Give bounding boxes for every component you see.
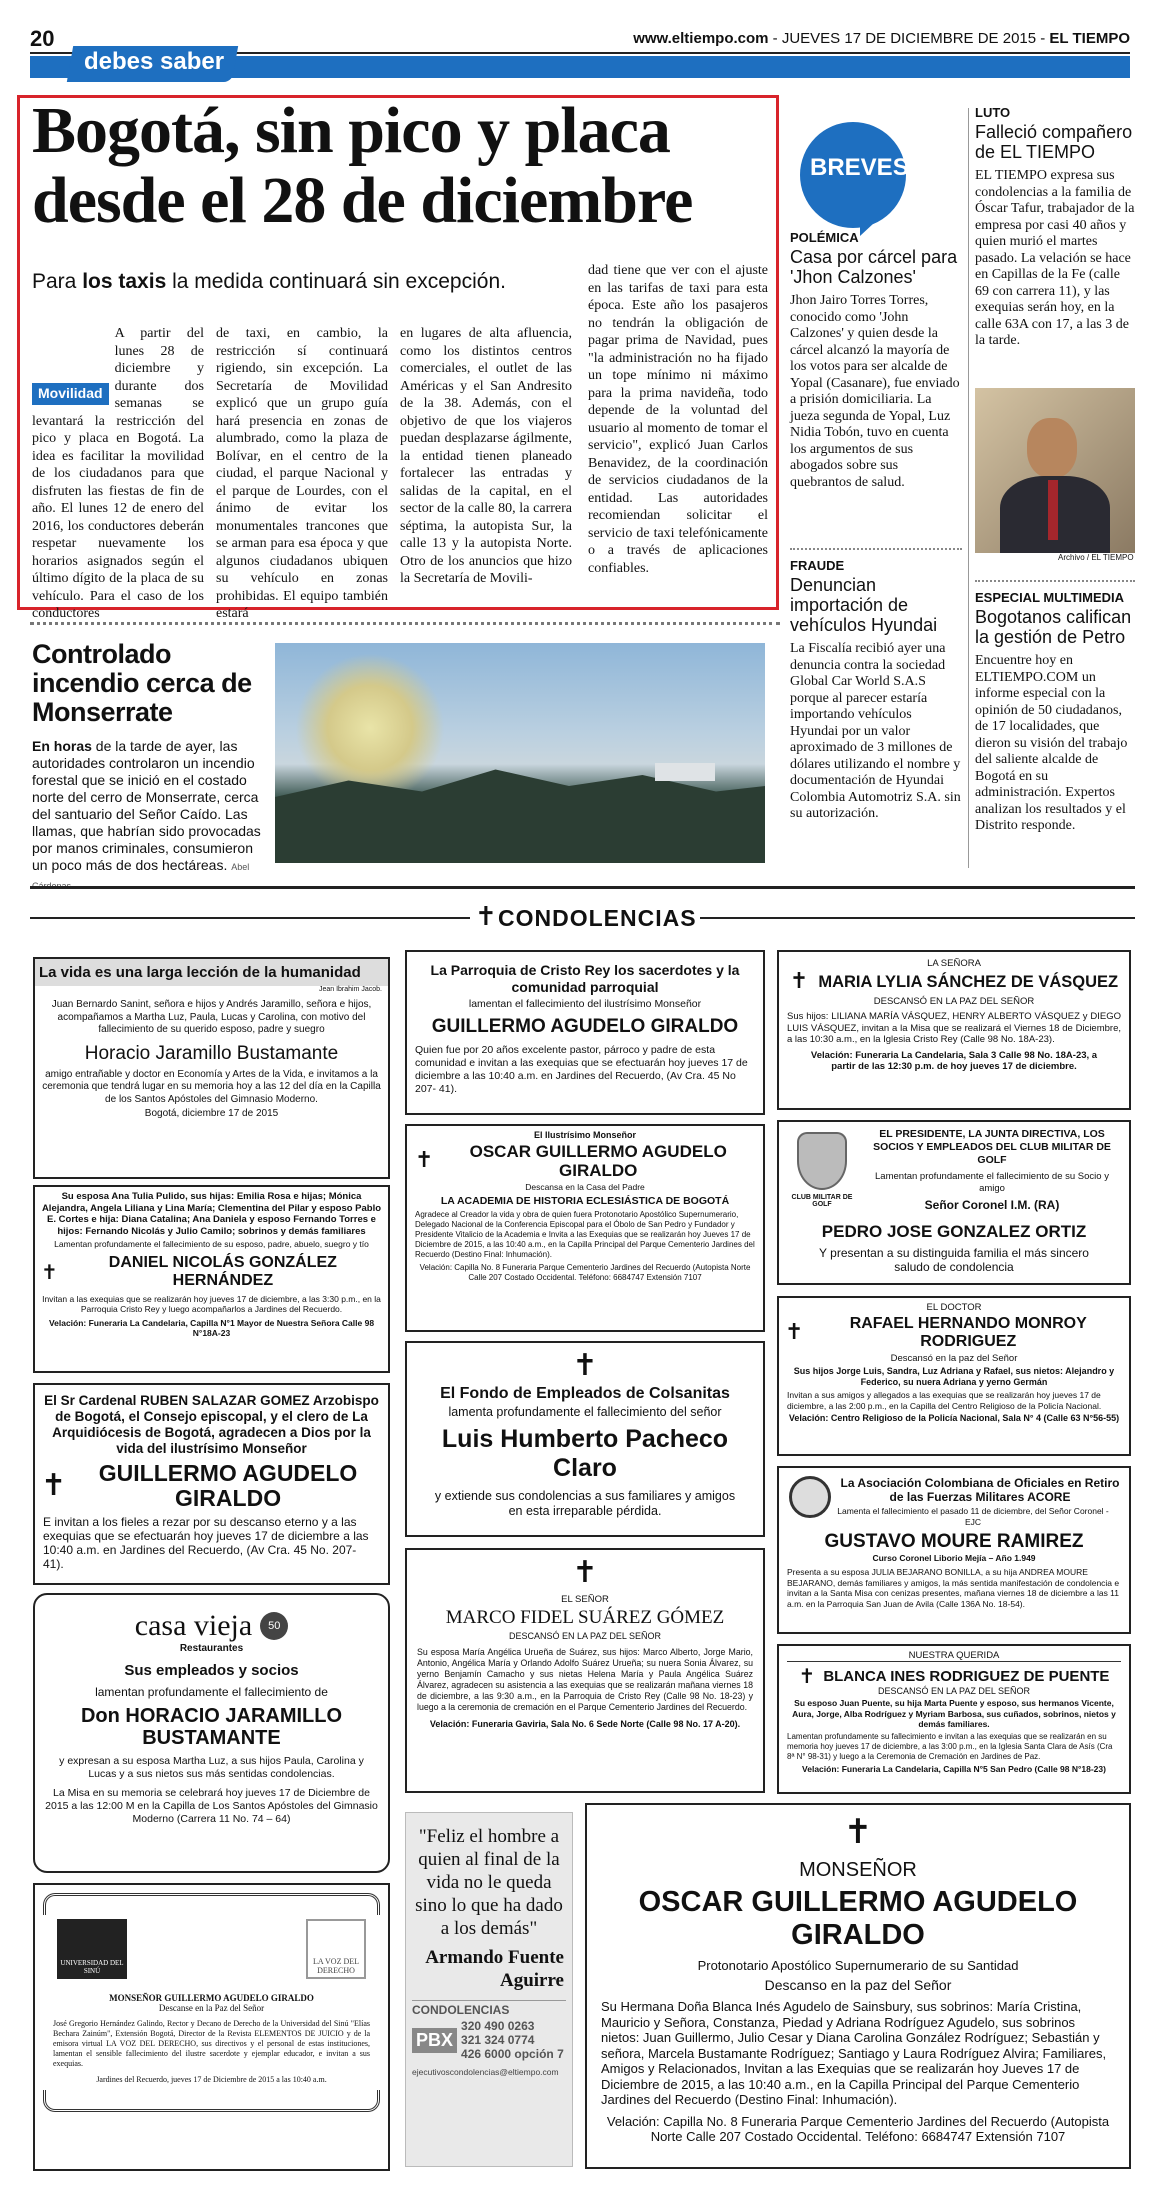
obituary-a5 (33, 1883, 390, 2171)
person-tie (1048, 480, 1058, 540)
obituary-c5 (777, 1644, 1131, 1794)
obituary-d1 (585, 1803, 1131, 2169)
c4-org: La Asociación Colombiana de Oficiales en Retiro de las Fuerzas Militares ACORE (840, 1476, 1120, 1504)
deceased-name: DANIEL NICOLÁS GONZÁLEZ HERNÁNDEZ (108, 1253, 337, 1289)
a4-text: Sus empleados y socios (124, 1662, 299, 1679)
divider (975, 580, 1135, 582)
d1-text: Protonotario Apostólico Supernumerario de su Santidad (697, 1958, 1019, 1973)
logo-unisinu: UNIVERSIDAD DEL SINÚ (57, 1919, 127, 1979)
obituary-a3 (33, 1383, 390, 1585)
smoke-shape (295, 653, 445, 803)
breve-item-1 (790, 230, 962, 491)
b4-sub: DESCANSÓ EN LA PAZ DEL SEÑOR (508, 1631, 662, 1641)
quote-author: Armando Fuente Aguirre (425, 1947, 564, 1991)
condolencias-title: CONDOLENCIAS (498, 905, 697, 931)
site-url[interactable]: www.eltiempo.com (633, 30, 769, 47)
breve-body: La Fiscalía recibió ayer una denuncia contra la sociedad Global Car World S.A.S porque al parecer estaría importando vehículos Hyundai por un valor aproximado de 3 millones de dólares utilizando el nombre y documentación de Hyundai Colombia Automotriz S.A. sin su autorización. (790, 641, 961, 821)
paper-name: EL TIEMPO (1049, 30, 1130, 47)
casa-vieja-logo (35, 1609, 388, 1643)
a3-text2: E invitan a los fieles a rezar por su descanso eterno y a las exequias que se efectuarán hoy jueves 17 de diciembre a las 10:40 a.m. en Jardines del Recuerdo, (Av Cra. 45 No. 207- 41). (43, 1515, 369, 1571)
badge-50: 50 (260, 1612, 288, 1640)
c4-name: GUSTAVO MOURE RAMIREZ (824, 1531, 1084, 1552)
breve-body: Encuentre hoy en ELTIEMPO.COM un informe especial con la opinión de 50 ciudadanos, de 17 localidades, que dieron su visión del trabajo del saliente alcalde de Bogotá en su administración. Expertos analizan los resultados y el Distrito responde. (975, 653, 1128, 833)
d1-name: OSCAR GUILLERMO AGUDELO GIRALDO (638, 1886, 1078, 1951)
a1-name: Horacio Jaramillo Bustamante (84, 1042, 339, 1064)
logo-text: casa vieja (134, 1609, 253, 1642)
sanctuary-shape (655, 763, 715, 781)
photo-credit: Archivo / EL TIEMPO (1058, 553, 1134, 562)
fire-lead: En horas (32, 738, 92, 754)
cross-icon: ✝ (843, 1812, 873, 1852)
a1-text2: amigo entrañable y doctor en Economía y Artes de la Vida, e invitamos a la ceremonia que tendrá lugar en su memoria hoy a las 12 del día en la Capilla de los Santos Apóstoles del Gimnasio Moderno. (42, 1068, 381, 1105)
b3-name: Luis Humberto Pacheco Claro (441, 1425, 729, 1482)
logos-row (35, 1915, 388, 1983)
b4-text: Su esposa María Angélica Urueña de Suárez, sus hijos: Marco Alberto, Jorge Mario, Antonio, Angélica María y Orlando Adolfo Suárez Urueña; su nuera Sonia Álvarez, su yerno Benjamín Camacho y sus nietas Helena María y Paula Angélica Suárez Álvarez, agradecen su asistencia a las exequias que se realizarán mañana viernes 18 de diciembre, a las 9:30 a.m., en la Parroquia de Cristo Rey (Calle 98 No. 18-23) y luego a la ceremonia de cremación en el Parque Cementerio Jardines del Recuerdo. (417, 1647, 753, 1712)
b3-text3: y extiende sus condolencias a sus familiares y amigos en esta irreparable pérdida. (434, 1489, 736, 1518)
c3-sub: Descansó en la paz del Señor (890, 1353, 1018, 1364)
b3-text2: lamenta profundamente el fallecimiento del señor (448, 1405, 722, 1419)
obituary-b3 (405, 1341, 765, 1537)
deceased-name: RAFAEL HERNANDO MONROY RODRIGUEZ (849, 1315, 1087, 1350)
a3-text: El Sr Cardenal RUBEN SALAZAR GOMEZ Arzobispo de Bogotá, el Consejo episcopal, y el clero de La Arquidiócesis de Bogotá, agradecen a Dios por la vida del ilustrísimo Monseñor (44, 1393, 379, 1456)
c5-name (785, 1666, 1123, 1686)
phone-3[interactable]: 426 6000 opción 7 (461, 2047, 564, 2061)
fire-headline[interactable]: Controlado incendio cerca de Monserrate (32, 639, 252, 727)
golf-logo-text: CLUB MILITAR DE GOLF (791, 1194, 853, 1208)
c2-text2: Lamentan profundamente el fallecimiento de su Socio y amigo (875, 1171, 1109, 1194)
condolencias-rule (30, 917, 470, 919)
b2-sub: Descansa en la Casa del Padre (525, 1182, 645, 1192)
c5-sub: DESCANSÓ EN LA PAZ DEL SEÑOR (877, 1686, 1031, 1696)
main-body-col3: en lugares de alta afluencia, como los distintos centros comerciales, el outlet de las Américas y el San Andresito de la 38. Además, con el objetivo de que los viajeros puedan desplazarse ágilmente, la entidad tienen planeado fortalecer las entradas y salidas de la capital, en el sector de la calle 80, la carrera séptima, la autopista Sur, la calle 13 y la autopista Norte. Otro de los anuncios que hizo la Secretaría de Movili- (400, 326, 572, 586)
golf-shield-icon (797, 1132, 847, 1190)
c3-text: Sus hijos Jorge Luis, Sandra, Luz Adriana y Rafael, sus nietos: Alejandro y Federico, su nuera Adriana y yerno Germán (793, 1366, 1115, 1387)
breves-label: BREVES (810, 154, 909, 181)
cross-icon: ✝ (572, 1555, 598, 1590)
contact-email[interactable]: ejecutivoscondolencias@eltiempo.com (412, 2067, 559, 2077)
cross-icon: ✝ (789, 969, 809, 994)
d1-velacion: Velación: Capilla No. 8 Funeraria Parque Cementerio Jardines del Recuerdo (Autopista Norte Calle 207 Costado Occidental. Teléfono: 6684747 Extensión 7107 (606, 2113, 1110, 2144)
main-deck (32, 270, 506, 294)
c1-kicker: LA SEÑORA (927, 958, 981, 969)
breve-body: Jhon Jairo Torres Torres, conocido como 'John Calzones' y quien desde la cárcel alcanzó la mayoría de los votos para ser alcalde de Yopal (Casanare), fue enviado a prisión domiciliaria. La jueza segunda de Yopal, Luz Nidia Tobón, tuvo en cuenta los argumentos de sus abogados sobre sus quebrantos de salud. (790, 293, 960, 490)
d1-sub: Descanso en la paz del Señor (764, 1977, 952, 1993)
page-number: 20 (30, 26, 55, 51)
c2-name: PEDRO JOSE GONZALEZ ORTIZ (821, 1222, 1087, 1241)
ornament-top (43, 1893, 380, 1915)
breve-kicker: ESPECIAL MULTIMEDIA (975, 590, 1125, 605)
obituary-c2 (777, 1120, 1131, 1285)
breve-kicker: FRAUDE (790, 558, 845, 573)
breve-kicker: POLÉMICA (790, 230, 859, 245)
luto-photo (975, 388, 1135, 553)
cross-icon: ✝ (415, 1148, 434, 1173)
obituary-c3 (777, 1296, 1131, 1456)
a5-sub: Descanse en la Paz del Señor (158, 2003, 265, 2013)
c2-text: EL PRESIDENTE, LA JUNTA DIRECTIVA, LOS SOCIOS Y EMPLEADOS DEL CLUB MILITAR DE GOLF (873, 1128, 1111, 1166)
phone-1[interactable]: 320 490 0263 (461, 2019, 535, 2033)
a4-text3: y expresan a su esposa Martha Luz, a sus hijos Paula, Carolina y Lucas y a sus nietos sus más sentidas condolencias. (59, 1755, 364, 1780)
a4-text2: lamentan profundamente el fallecimiento de (95, 1685, 328, 1699)
c2-rank: Señor Coronel I.M. (RA) (924, 1198, 1060, 1212)
obituary-c4 (777, 1466, 1131, 1634)
breve-item-2 (790, 558, 962, 823)
c4-text2: Presenta a su esposa JULIA BEJARANO BONILLA, a su hija ANDREA MOURE BEJARANO, demás familiares y amigos, la más sentida manifestación de condolencia e invitan a la Santa Misa con cenizas presentes, mañana viernes 18 de diciembre a las 11 a.m. en la Parroquia San Juan de Avila (Calle 136A No. 18-54). (787, 1567, 1120, 1609)
obituary-a4 (33, 1593, 390, 1873)
banner: La vida es una larga lección de la humanidad (35, 959, 388, 986)
b1-text3: Quien fue por 20 años excelente pastor, párroco y padre de esta comunidad e invitan a las exequias que se efectuarán hoy jueves 17 de diciembre a las 10:40 a.m. en Jardines del Recuerdo, (Av Cra. 45 No 207- 41). (415, 1044, 748, 1095)
pbx-label: PBX (412, 2028, 457, 2053)
breve-title[interactable]: Denuncian importación de vehículos Hyundai (790, 575, 938, 635)
breve-body: EL TIEMPO expresa sus condolencias a la familia de Óscar Tafur, trabajador de la empresa por casi 40 años y quien murió el martes pasado. La velación se hace en Capillas de la Fe (calle 69 con carrera 11), y las exequias serán hoy, en la calle 63A con 17, a las 3 de la tarde. (975, 168, 1135, 348)
person-head (1027, 418, 1077, 478)
c1-sub: DESCANSÓ EN LA PAZ DEL SEÑOR (873, 996, 1035, 1007)
main-body-col1 (32, 325, 204, 623)
deceased-name: BLANCA INES RODRIGUEZ DE PUENTE (823, 1667, 1110, 1685)
main-body-col2: de taxi, en cambio, la restricción sí continuará rigiendo, sin excepción. La Secretaría de Movilidad explicó que un grupo guía hará presencia en zonas de alumbrado, como la plaza de Bolívar, en el centro de la ciudad, el parque Nacional y el parque de Lourdes, con el ánimo de evitar los monumentales trancones que se arman para esa época y que algunos ciudadanos ubiquen su vehículo en zonas prohibidas. El equipo también estará (216, 326, 388, 621)
breve-item-4 (975, 590, 1135, 835)
b3-text: El Fondo de Empleados de Colsanitas (440, 1385, 730, 1402)
a2-velacion: Velación: Funeraria La Candelaria, Capilla N°1 Mayor de Nuestra Señora Calle 98 N°18A-23 (48, 1317, 375, 1338)
b2-velacion: Velación: Capilla No. 8 Funeraria Parque Cementerio Jardines del Recuerdo (Autopista Norte Calle 207 Costado Occidental. Teléfono: 6684747 Extensión 7107 (419, 1263, 751, 1282)
c3-velacion: Velación: Centro Religioso de la Policía Nacional, Sala N° 4 (Calle 63 N°56-55) (788, 1413, 1120, 1423)
quote-text: "Feliz el hombre a quien al final de la vida no le queda sino lo que ha dado a los demás" (415, 1826, 563, 1939)
divider (30, 622, 780, 625)
fire-photo (275, 643, 765, 863)
main-body-col4: dad tiene que ver con el ajuste en las tarifas de taxi para esta época. Este año los pasajeros no tendrán la obligación de pagar prima de Navidad, pues "la administración no ha fijado un tope mínimo ni máximo para la prima navideña, todo depende de la voluntad del usuario al momento de tomar el servicio", explicó Juan Carlos Benavidez, de la coordinación de servicios ciudadanos de la entidad. Las autoridades recomiendan solicitar el servicio de taxi telefónicamente o a través de aplicaciones confiables. (588, 263, 768, 576)
c3-kicker: EL DOCTOR (926, 1302, 982, 1313)
c3-name (785, 1315, 1123, 1351)
cross-icon: ✝ (798, 1664, 816, 1688)
d1-kicker: MONSEÑOR (799, 1859, 917, 1881)
ornament-bottom (43, 2090, 380, 2112)
c1-name (785, 971, 1123, 993)
divider (790, 548, 962, 550)
col1-text: A partir del lunes 28 de diciembre y durante dos semanas se levantará la restricción del pico y placa en Bogotá. La idea es facilitar la movilidad de los ciudadanos para que disfruten las fiestas de fin de año. El lunes 12 de enero del 2016, los conductores deberán respetar nuevamente los horarios asignados según el último dígito de la placa de su vehículo. Para el caso de los conductores (32, 326, 204, 621)
a4-name: Don HORACIO JARAMILLO BUSTAMANTE (80, 1705, 343, 1749)
contact-phones (412, 2019, 566, 2061)
a1-place: Bogotá, diciembre 17 de 2015 (144, 1108, 279, 1119)
banner-credit: Jean Ibrahim Jacob. (318, 986, 382, 993)
b4-kicker: EL SEÑOR (561, 1594, 609, 1605)
a5-title: MONSEÑOR GUILLERMO AGUDELO GIRALDO (109, 1993, 314, 2003)
c3-text2: Invitan a sus amigos y allegados a las exequias que se realizarán hoy jueves 17 de diciembre, a las 2:00 p.m., en la Capilla del Centro Religioso de la Policía Nacional. (787, 1390, 1102, 1411)
a2-text: Su esposa Ana Tulia Pulido, sus hijas: Emilia Rosa e hijas; Mónica Alejandra, Angela Liliana y Lina María; Clementina del Pilar y esposo Pablo E. Cortes e hija: Diana Catalina; Ana Daniela y esposo Fernando Torres e hijos: Fernando Nicolás y Julio Camilo; sobrinos y demás familiares (41, 1191, 382, 1237)
b2-org: LA ACADEMIA DE HISTORIA ECLESIÁSTICA DE BOGOTÁ (440, 1195, 730, 1207)
fire-credit: Abel Cárdenas (32, 862, 250, 891)
obituary-b1 (405, 950, 765, 1115)
c4-text: Lamenta el fallecimiento el pasado 11 de diciembre, del Señor Coronel - EJC (837, 1506, 1109, 1527)
deck-text-end: la medida continuará sin excepción. (166, 270, 506, 293)
deck-text: Para (32, 270, 83, 293)
c2-text3: Y presentan a su distinguida familia el más sincero saludo de condolencia (819, 1246, 1089, 1274)
section-label: debes saber (84, 48, 225, 75)
c5-velacion: Velación: Funeraria La Candelaria, Capilla N°5 San Pedro (Calle 98 N°18-23) (802, 1763, 1106, 1774)
a2-name (41, 1254, 382, 1290)
c5-text: Su esposo Juan Puente, su hija Marta Puente y esposo, sus hermanos Vicente, Aura, Jorge, Alba Rodríguez y Myriam Barbosa, sus cuñados, sobrinos, nietos y demás familiares. (792, 1698, 1116, 1729)
breve-title[interactable]: Bogotanos califican la gestión de Petro (975, 607, 1132, 647)
c5-kicker: NUESTRA QUERIDA (787, 1650, 1121, 1662)
cross-icon: ✝ (41, 1468, 67, 1503)
obituary-b4 (405, 1548, 765, 1793)
page-date: - JUEVES 17 DE DICIEMBRE DE 2015 - (768, 30, 1050, 47)
cross-icon: ✝ (785, 1320, 804, 1345)
phone-2[interactable]: 321 324 0774 (461, 2033, 535, 2047)
tag-movilidad[interactable]: Movilidad (32, 383, 109, 405)
obituary-c1 (777, 950, 1131, 1110)
a5-text: José Gregorio Hernández Galindo, Rector y Decano de Derecho de la Universidad del Sinú "Elías Bechara Zainúm", Extensión Bogotá, Director de la Revista ELEMENTOS DE JUICIO y de la emisora virtual LA VOZ DEL DERECHO, sus directivos y el personal de estas instituciones, lamentan el sensible fallecimiento del ilustre sacerdote y ejemplar educador, e invitan a sus exequias. (53, 2019, 370, 2068)
breve-item-3 (975, 105, 1135, 350)
logo-sub: Restaurantes (179, 1643, 244, 1654)
deck-bold: los taxis (82, 270, 167, 293)
d1-text2: Su Hermana Doña Blanca Inés Agudelo de Sainsbury, sus sobrinos: María Cristina, Mauricio y Señora, Constanza, Piedad y Adriana Rodríguez Agudelo, sus sobrinos nietos: Juan Guillermo, Julio Cesar y Diana Carolina González Rodríguez; Sebastián y señora, Marcela Bustamante Rodríguez; Santiago y Laura Rodríguez Alvira; Familiares, Amigos y Relacionados, Invitan a las Exequias que se realizarán hoy Jueves 17 de Diciembre de 2015, a las 10:40 a.m., en la Capilla Principal del Parque Cementerio Jardines del Recuerdo (Destino Final: Inhumación). (601, 1999, 1107, 2107)
b4-velacion: Velación: Funeraria Gaviria, Sala No. 6 Sede Norte (Calle 98 No. 17 A-20). (429, 1719, 741, 1729)
cross-icon: ✝ (475, 902, 497, 932)
c4-sub: Curso Coronel Liborio Mejía – Año 1.949 (872, 1553, 1036, 1563)
deceased-name: MARIA LYLIA SÁNCHEZ DE VÁSQUEZ (818, 972, 1119, 991)
obituary-a1 (33, 957, 390, 1179)
b4-name: MARCO FIDEL SUÁREZ GÓMEZ (445, 1607, 725, 1628)
deceased-name: GUILLERMO AGUDELO GIRALDO (98, 1460, 358, 1511)
c5-text2: Lamentan profundamente su fallecimiento e invitan a las exequias que se realizarán en su memoria hoy jueves 17 de diciembre, a las 3:00 p.m., en la Iglesia Santa Clara de Asís (Cra 8ª N° 98-31) y luego a la Ceremonia de Cremación en Jardines de Paz. (787, 1731, 1113, 1761)
quote-box (405, 1812, 573, 2167)
condolencias-rule (30, 886, 1135, 889)
vertical-rule (968, 108, 969, 868)
a4-text4: La Misa en su memoria se celebrará hoy jueves 17 de Diciembre de 2015 a las 12:00 M en la Capilla de Los Santos Apóstoles del Gimnasio Moderno (Carrera 11 No. 74 – 64) (45, 1787, 378, 1825)
b1-text2: lamentan el fallecimiento del ilustrísimo Monseñor (468, 998, 702, 1010)
b1-text: La Parroquia de Cristo Rey los sacerdotes y la comunidad parroquial (430, 962, 740, 995)
b2-kicker: El Ilustrísimo Monseñor (533, 1130, 636, 1140)
b1-name: GUILLERMO AGUDELO GIRALDO (431, 1016, 739, 1037)
c1-text: Sus hijos: LILIANA MARÍA VÁSQUEZ, HENRY ALBERTO VÁSQUEZ y DIEGO LUIS VÁSQUEZ, invitan a la Misa que se realizará el Viernes 18 de Diciembre, a las 10:30 a.m., en la Iglesia Cristo Rey (Calle 98 No. 18A-23). (787, 1011, 1121, 1045)
a2-text3: Invitan a las exequias que se realizarán hoy jueves 17 de diciembre, a las 3:30 p.m., en la Parroquia Cristo Rey y luego acompañarlos a Jardines del Recuerdo. (42, 1293, 381, 1314)
fire-text: de la tarde de ayer, las autoridades controlaron un incendio forestal que se inició en el costado norte del cerro de Monserrate, cerca del santuario del Señor Caído. Las llamas, que habrían sido provocadas por manos criminales, consumieron un poco más de dos hectáreas. (32, 738, 261, 873)
condolencias-rule (700, 917, 1135, 919)
c1-velacion: Velación: Funeraria La Candelaria, Sala 3 Calle 98 No. 18A-23, a partir de las 12:30 p.m. de hoy jueves 17 de diciembre. (810, 1049, 1098, 1072)
breve-title[interactable]: Casa por cárcel para 'Jhon Calzones' (790, 247, 958, 287)
corner-flag (1070, 56, 1130, 78)
cross-icon: ✝ (572, 1348, 598, 1383)
logo-voz-derecho: LA VOZ DEL DERECHO (306, 1919, 366, 1979)
breve-title[interactable]: Falleció compañero de EL TIEMPO (975, 122, 1133, 162)
b2-name (415, 1142, 755, 1180)
a3-name (41, 1461, 382, 1511)
contact-label: CONDOLENCIAS (412, 2000, 566, 2017)
obituary-b2 (405, 1124, 765, 1332)
b2-text: Agradece al Creador la vida y obra de quien fuera Protonotario Apostólico Supernumerario, Delegado Nacional de la Conferencia Episcopal para el Óbolo de San Pedro y Fundador y Presidente Vitalicio de la Academia e Invita a las Exequias que se realizarán hoy Jueves 17 de Diciembre de 2015, a las 10:40 a.m., en la Capilla Principal del Parque Cementerio Jardines del Recuerdo (Destino Final: Inhumación). (415, 1210, 755, 1259)
obituary-a2 (33, 1185, 390, 1373)
a5-text2: Jardines del Recuerdo, jueves 17 de Diciembre de 2015 a las 10:40 a.m. (96, 2075, 327, 2084)
acore-logo (789, 1476, 831, 1518)
main-headline[interactable]: Bogotá, sin pico y placa desde el 28 de diciembre (32, 94, 693, 237)
breve-kicker: LUTO (975, 105, 1011, 120)
a1-text: Juan Bernardo Sanint, señora e hijos y Andrés Jaramillo, señora e hijos, acompañamos a Martha Luz, Paula, Lucas y Carolina, con motivo del fallecimiento de su querido esposo, padre y suegro (51, 999, 372, 1035)
cross-icon: ✝ (41, 1259, 58, 1284)
deceased-name: OSCAR GUILLERMO AGUDELO GIRALDO (469, 1142, 727, 1180)
a2-text2: Lamentan profundamente el fallecimiento de su esposo, padre, abuelo, suegro y tío (54, 1239, 369, 1249)
golf-logo (787, 1132, 857, 1208)
fire-body (32, 738, 272, 895)
